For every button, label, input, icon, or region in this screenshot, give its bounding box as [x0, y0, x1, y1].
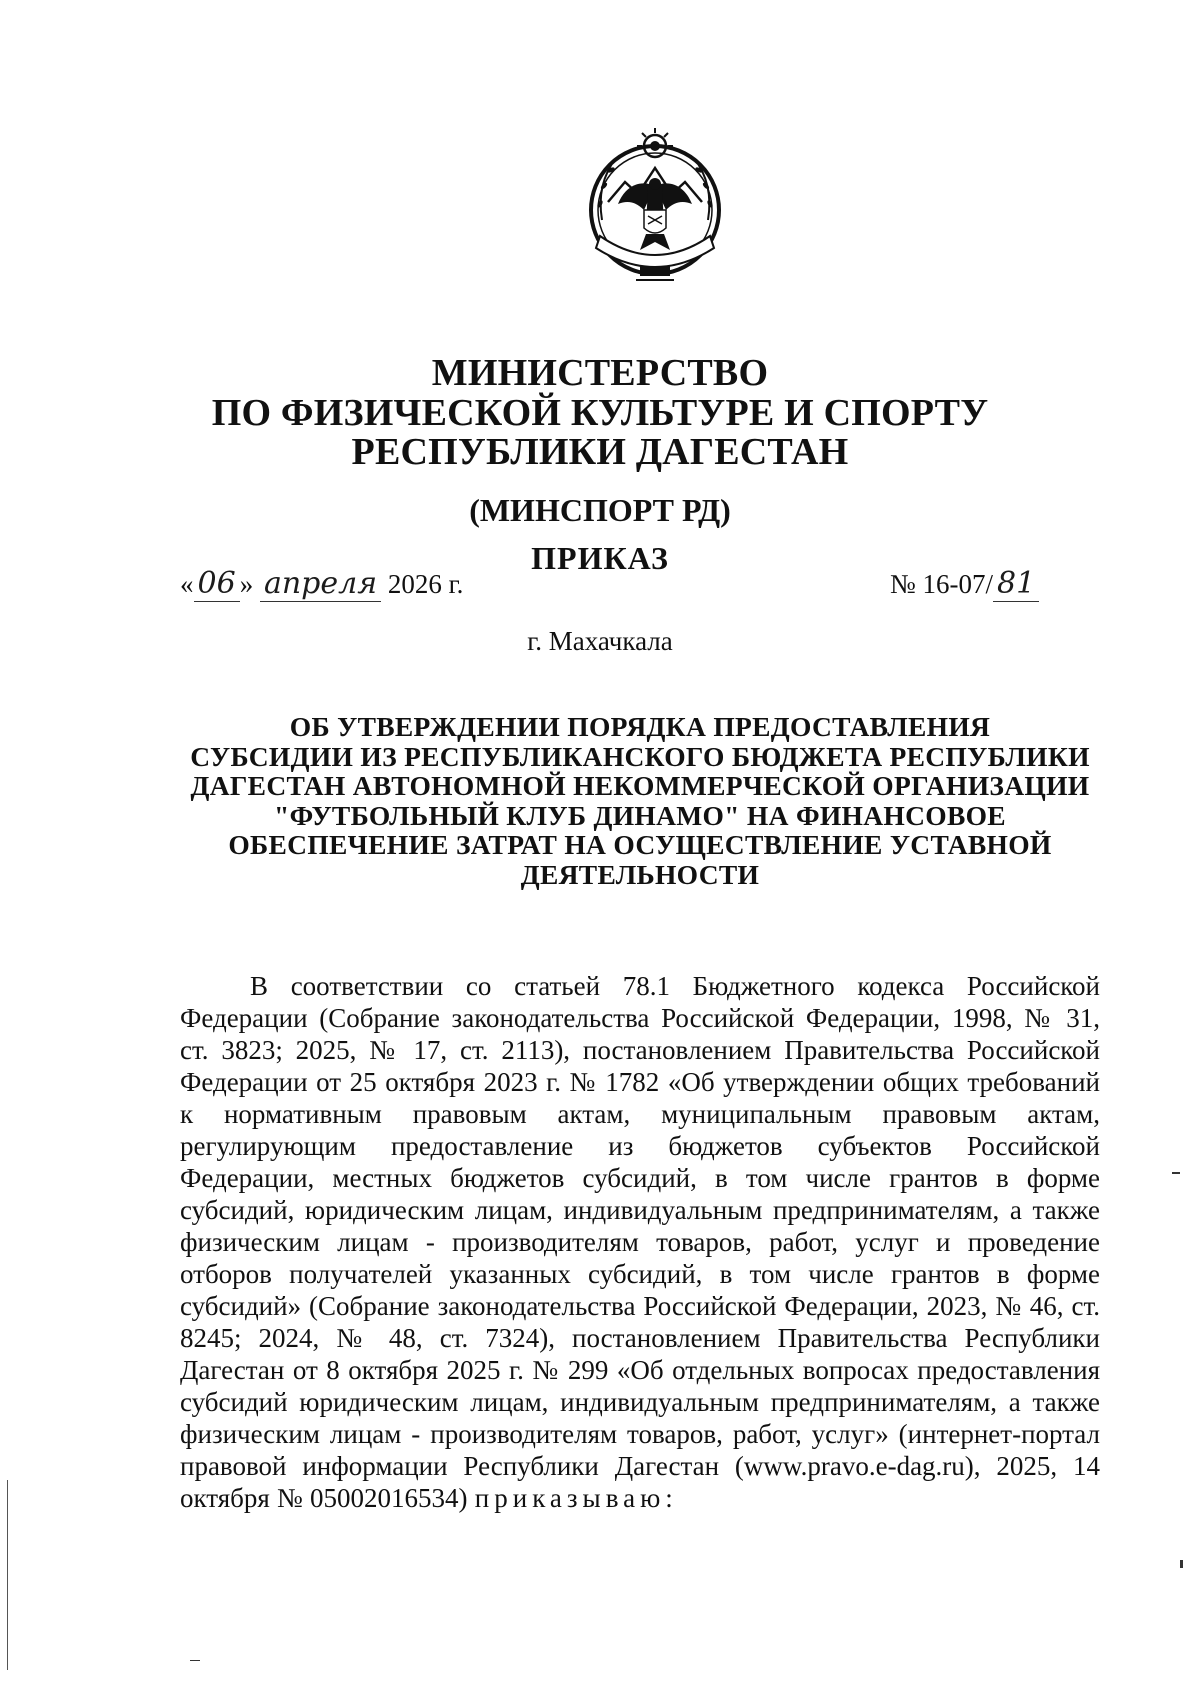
subject-line-2: СУБСИДИИ ИЗ РЕСПУБЛИКАНСКОГО БЮДЖЕТА РЕСПУБЛИКИ	[190, 740, 1090, 772]
scan-speck	[1180, 1560, 1183, 1568]
subject-line-4: "ФУТБОЛЬНЫЙ КЛУБ ДИНАМО" НА ФИНАНСОВОЕ	[274, 799, 1006, 831]
ministry-name-line-1: МИНИСТЕРСТВО	[431, 352, 769, 394]
scan-margin-mark	[7, 1480, 8, 1670]
order-number	[890, 566, 1039, 601]
document-type-title: ПРИКАЗ	[531, 540, 669, 576]
scan-speck	[190, 1660, 200, 1661]
subject-line-1: ОБ УТВЕРЖДЕНИИ ПОРЯДКА ПРЕДОСТАВЛЕНИЯ	[289, 711, 991, 742]
ministry-name-line-3: РЕСПУБЛИКИ ДАГЕСТАН	[351, 431, 849, 473]
order-date	[180, 566, 463, 601]
date-quote-open: «	[180, 569, 194, 599]
order-subject	[180, 712, 1100, 889]
preamble-closing-word: приказываю:	[474, 1483, 678, 1513]
ministry-name-line-2: ПО ФИЗИЧЕСКОЙ КУЛЬТУРЕ И СПОРТУ	[211, 392, 989, 434]
subject-line-3: ДАГЕСТАН АВТОНОМНОЙ НЕКОММЕРЧЕСКОЙ ОРГАНИЗАЦИИ	[190, 770, 1090, 801]
dagestan-coat-of-arms-icon	[580, 124, 730, 290]
order-preamble-paragraph	[180, 970, 1100, 1514]
order-number-handwritten: 81	[993, 566, 1039, 602]
subject-line-6: ДЕЯТЕЛЬНОСТИ	[520, 858, 760, 890]
date-month-handwritten: апреля	[260, 566, 381, 602]
date-year: 2026 г.	[387, 569, 464, 599]
document-city: г. Махачкала	[527, 626, 673, 656]
order-number-prefix: № 16-07/	[890, 569, 994, 599]
preamble-text: В соответствии со статьей 78.1 Бюджетного кодекса Российской Федерации (Собрание законодательства Российской Федерации, 1998, № 31, ст. 3823; 2025, № 17, ст. 2113), постановлением Правительства Российской Федерации от 25 октября 2023 г. № 1782 «Об утверждении общих требований к нормативным правовым актам, муниципальным правовым актам, регулирующим предоставление из бюджетов субъектов Российской Федерации, местных бюджетов субсидий, в том числе грантов в форме субсидий, юридическим лицам, индивидуальным предпринимателям, а также физическим лицам - производителям товаров, работ, услуг и проведение отборов получателей указанных субсидий, в том числе грантов в форме субсидий» (Собрание законодательства Российской Федерации, 2023, № 46, ст. 8245; 2024, № 48, ст. 7324), постановлением Правительства Республики Дагестан от 8 октября 2025 г. № 299 «Об отдельных вопросах предоставления субсидий юридическим лицам, индивидуальным предпринимателям, а также физическим лицам - производителям товаров, работ, услуг» (интернет-портал правовой информации Республики Дагестан (www.pravo.e-dag.ru), 2025, 14 октября № 05002016534)	[180, 971, 1100, 1513]
date-quote-close: »	[239, 569, 254, 599]
date-day-handwritten: 06	[194, 566, 240, 602]
ministry-abbreviation: (МИНСПОРТ РД)	[469, 492, 731, 528]
scan-speck	[1172, 1172, 1180, 1174]
subject-line-5: ОБЕСПЕЧЕНИЕ ЗАТРАТ НА ОСУЩЕСТВЛЕНИЕ УСТАВНОЙ	[228, 829, 1052, 860]
